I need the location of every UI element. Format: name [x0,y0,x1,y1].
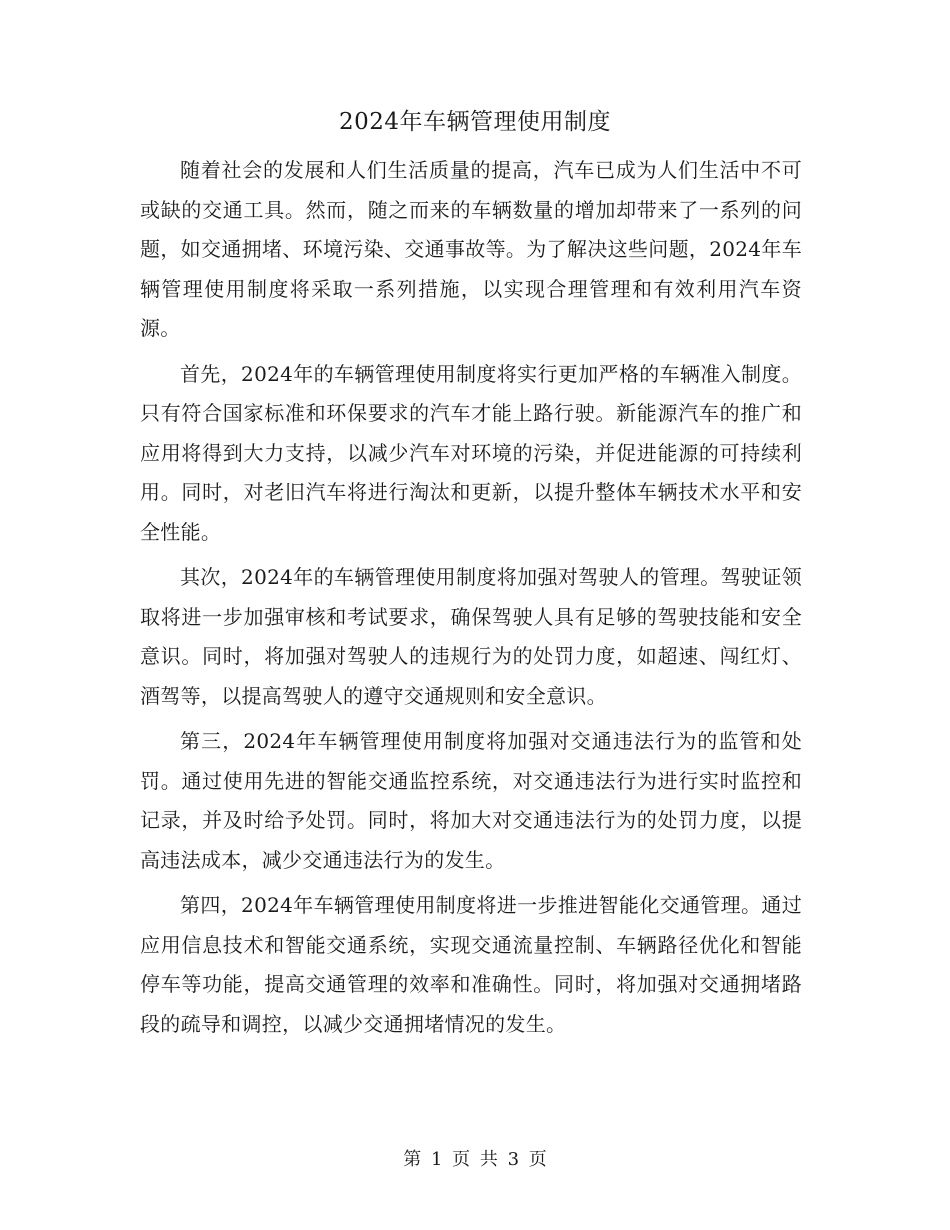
paragraph-intro: 随着社会的发展和人们生活质量的提高，汽车已成为人们生活中不可或缺的交通工具。然而，随之而来的车辆数量的增加却带来了一系列的问题，如交通拥堵、环境污染、交通事故等。为了解决这些问题，2024年车辆管理使用制度将采取一系列措施，以实现合理管理和有效利用汽车资源。 [140,158,802,340]
page-number-footer: 第 1 页 共 3 页 [403,1149,547,1170]
paragraph-first: 首先，2024年的车辆管理使用制度将实行更加严格的车辆准入制度。只有符合国家标准和环保要求的汽车才能上路行驶。新能源汽车的推广和应用将得到大力支持，以减少汽车对环境的污染，并促进能源的可持续利用。同时，对老旧汽车将进行淘汰和更新，以提升整体车辆技术水平和安全性能。 [140,361,802,544]
paragraph-second: 其次，2024年的车辆管理使用制度将加强对驾驶人的管理。驾驶证领取将进一步加强审核和考试要求，确保驾驶人具有足够的驾驶技能和安全意识。同时，将加强对驾驶人的违规行为的处罚力度，如超速、闯红灯、酒驾等，以提高驾驶人的遵守交通规则和安全意识。 [140,565,802,708]
paragraph-fourth: 第四，2024年车辆管理使用制度将进一步推进智能化交通管理。通过应用信息技术和智能交通系统，实现交通流量控制、车辆路径优化和智能停车等功能，提高交通管理的效率和准确性。同时，将加强对交通拥堵路段的疏导和调控，以减少交通拥堵情况的发生。 [140,893,802,1036]
document-title: 2024年车辆管理使用制度 [338,109,612,135]
document-body [140,151,802,1050]
paragraph-third: 第三，2024年车辆管理使用制度将加强对交通违法行为的监管和处罚。通过使用先进的智能交通监控系统，对交通违法行为进行实时监控和记录，并及时给予处罚。同时，将加大对交通违法行为的处罚力度，以提高违法成本，减少交通违法行为的发生。 [140,729,802,872]
